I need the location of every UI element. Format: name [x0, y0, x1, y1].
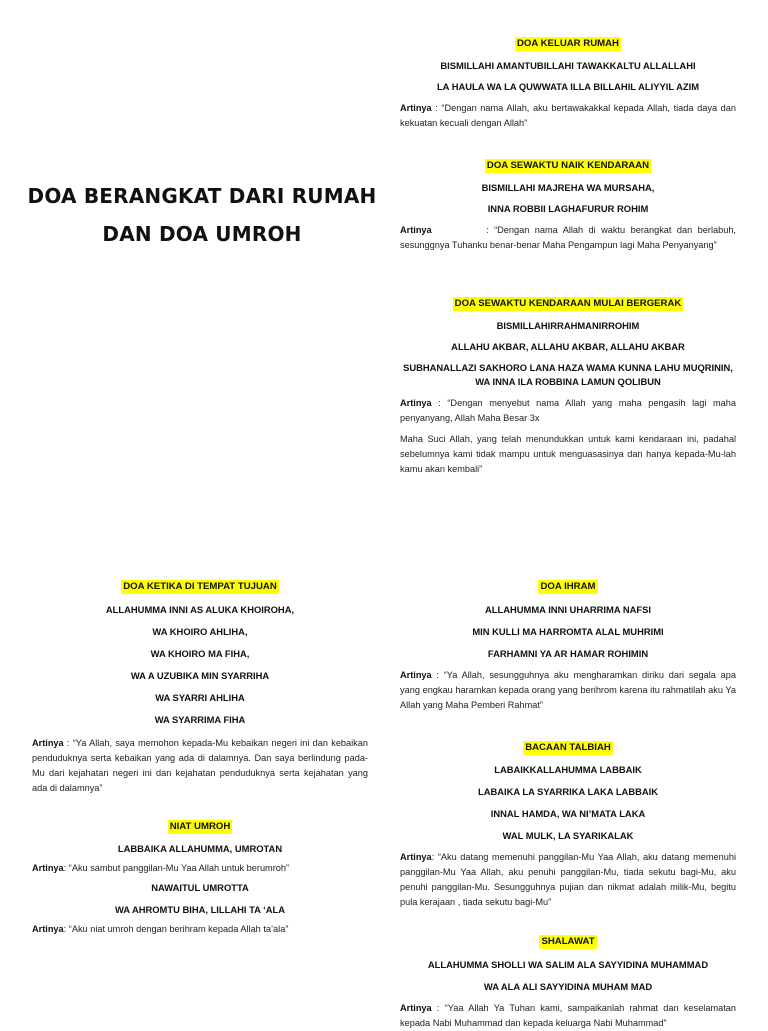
arabic-line: WAL MULK, LA SYARIKALAK: [502, 830, 634, 841]
section-heading: DOA SEWAKTU NAIK KENDARAAN: [486, 160, 650, 171]
arabic-line: NAWAITUL UMROTTA: [151, 882, 249, 893]
translation: Artinya: “Aku sambut panggilan-Mu Yaa Allah untuk berumroh”: [32, 863, 290, 873]
arabic-line: WA KHOIRO AHLIHA,: [152, 626, 248, 637]
section-heading: DOA KELUAR RUMAH: [517, 38, 619, 49]
section-shalawat: [400, 931, 736, 1031]
artinya-label: Artinya: [400, 1003, 432, 1013]
arabic-line: LA HAULA WA LA QUWWATA ILLA BILLAHIL ALIYYIL AZIM: [436, 81, 700, 92]
title-line-2: DAN DOA UMROH: [102, 222, 302, 246]
title-line-1: DOA BERANGKAT DARI RUMAH: [27, 184, 377, 208]
artinya-label: Artinya: [32, 738, 64, 748]
translation: Artinya: “Aku datang memenuhi panggilan-Mu Yaa Allah, aku datang memenuhi panggilan-Mu Yaa Allah, aku penuhi panggilan-Mu, tiada sekutu bagi-Mu, aku penuhi panggilan-Mu. Sesungguhnya pujian dan nikmat adalah milik-Mu, begitu pula kerajaan , tiada sekutu bagi-Mu”: [400, 852, 736, 907]
translation: Artinya : “Dengan nama Allah, aku bertawakakkal kepada Allah, tiada daya dan kekuatan kecuali dengan Allah”: [400, 103, 736, 128]
arabic-line: FARHAMNI YA AR HAMAR ROHIMIN: [487, 648, 649, 659]
arabic-line: LABBAIKA ALLAHUMMA, UMROTAN: [117, 843, 283, 854]
translation-continued: Maha Suci Allah, yang telah menundukkan untuk kami kendaraan ini, padahal sebelumnya kami tidak mampu untuk menguasasinya dan hanya kepada-Mu-lah kamu akan kembali”: [400, 434, 736, 474]
section-heading: DOA KETIKA DI TEMPAT TUJUAN: [123, 581, 277, 592]
section-heading: BACAAN TALBIAH: [525, 742, 611, 753]
arabic-line: LABAIKA LA SYARRIKA LAKA LABBAIK: [477, 786, 659, 797]
section-doa-ihram: [400, 576, 736, 713]
section-kendaraan-bergerak: [400, 293, 736, 477]
section-naik-kendaraan: [400, 155, 739, 253]
section-tempat-tujuan: [32, 576, 368, 796]
artinya-label: Artinya: [400, 670, 432, 680]
arabic-line: WA ALA ALI SAYYIDINA MUHAM MAD: [483, 981, 653, 992]
arabic-line: ALLAHUMMA INNI UHARRIMA NAFSI: [485, 604, 651, 615]
arabic-line: BISMILLAHI MAJREHA WA MURSAHA,: [481, 182, 655, 193]
section-heading: DOA SEWAKTU KENDARAAN MULAI BERGERAK: [454, 298, 682, 309]
translation: Artinya: “Aku niat umroh dengan berihram kepada Allah ta’ala”: [32, 924, 289, 934]
arabic-line: ALLAHU AKBAR, ALLAHU AKBAR, ALLAHU AKBAR: [451, 341, 685, 352]
artinya-label: Artinya: [400, 225, 432, 235]
artinya-label: Artinya: [400, 103, 432, 113]
artinya-label: Artinya: [400, 852, 432, 862]
arabic-line: LABAIKKALLAHUMMA LABBAIK: [494, 764, 642, 775]
section-heading: NIAT UMROH: [169, 821, 231, 832]
translation: Artinya : “Dengan nama Allah di waktu berangkat dan berlabuh, sesunggnya Tuhanku benar-benar Maha Pengampun lagi Maha Penyanyang”: [400, 225, 739, 250]
arabic-line: MIN KULLI MA HARROMTA ALAL MUHRIMI: [472, 626, 664, 637]
translation: Artinya : “Dengan menyebut nama Allah yang maha pengasih lagi maha penyanyang, Allah Maha Besar 3x: [400, 398, 736, 423]
arabic-line: WA KHOIRO MA FIHA,: [150, 648, 250, 659]
arabic-line: BISMILLAHIRRAHMANIRROHIM: [496, 320, 640, 331]
arabic-line: BISMILLAHI AMANTUBILLAHI TAWAKKALTU ALLALLAHI: [440, 60, 696, 71]
arabic-line: WA AHROMTU BIHA, LILLAHI TA ‘ALA: [114, 904, 286, 915]
document-title: [22, 182, 382, 248]
section-keluar-rumah: [400, 33, 736, 131]
arabic-line: SUBHANALLAZI SAKHORO LANA HAZA WAMA KUNNA LAHU MUQRININ,: [403, 362, 733, 373]
arabic-line: ALLAHUMMA SHOLLI WA SALIM ALA SAYYIDINA MUHAMMAD: [427, 959, 709, 970]
arabic-line: WA A UZUBIKA MIN SYARRIHA: [130, 670, 270, 681]
section-heading: SHALAWAT: [541, 936, 595, 947]
arabic-line: WA SYARRIMA FIHA: [154, 714, 246, 725]
section-talbiah: [400, 737, 736, 910]
section-heading: DOA IHRAM: [540, 581, 596, 592]
arabic-line: ALLAHUMMA INNI AS ALUKA KHOIROHA,: [105, 604, 295, 615]
artinya-label: Artinya: [32, 924, 64, 934]
translation: Artinya : “Yaa Allah Ya Tuhan kami, sampaikanlah rahmat dan keselamatan kepada Nabi Muhammad dan kepada keluarga Nabi Muhammad”: [400, 1003, 736, 1028]
arabic-line: INNAL HAMDA, WA NI’MATA LAKA: [490, 808, 646, 819]
arabic-line: WA INNA ILA ROBBINA LAMUN QOLIBUN: [475, 376, 661, 387]
translation: Artinya : “Ya Allah, saya memohon kepada-Mu kebaikan negeri ini dan kebaikan penduduknya serta kebaikan yang ada di dalamnya. Dan saya berlindung pada-Mu dari kejahatan negeri ini dan kejahatan penduduknya serta kejahatan yang ada di dalamnya”: [32, 738, 368, 793]
section-niat-umroh: [32, 816, 368, 937]
arabic-line: INNA ROBBII LAGHAFURUR ROHIM: [487, 203, 649, 214]
artinya-label: Artinya: [400, 398, 432, 408]
artinya-label: Artinya: [32, 863, 64, 873]
arabic-line: WA SYARRI AHLIHA: [155, 692, 245, 703]
translation: Artinya : “Ya Allah, sesungguhnya aku mengharamkan diriku dari segala apa yang engkau haramkan kepada orang yang berihrom karena itu rahmatilah aku Ya Allah yang Maha Pemberi Rahmat”: [400, 670, 736, 710]
